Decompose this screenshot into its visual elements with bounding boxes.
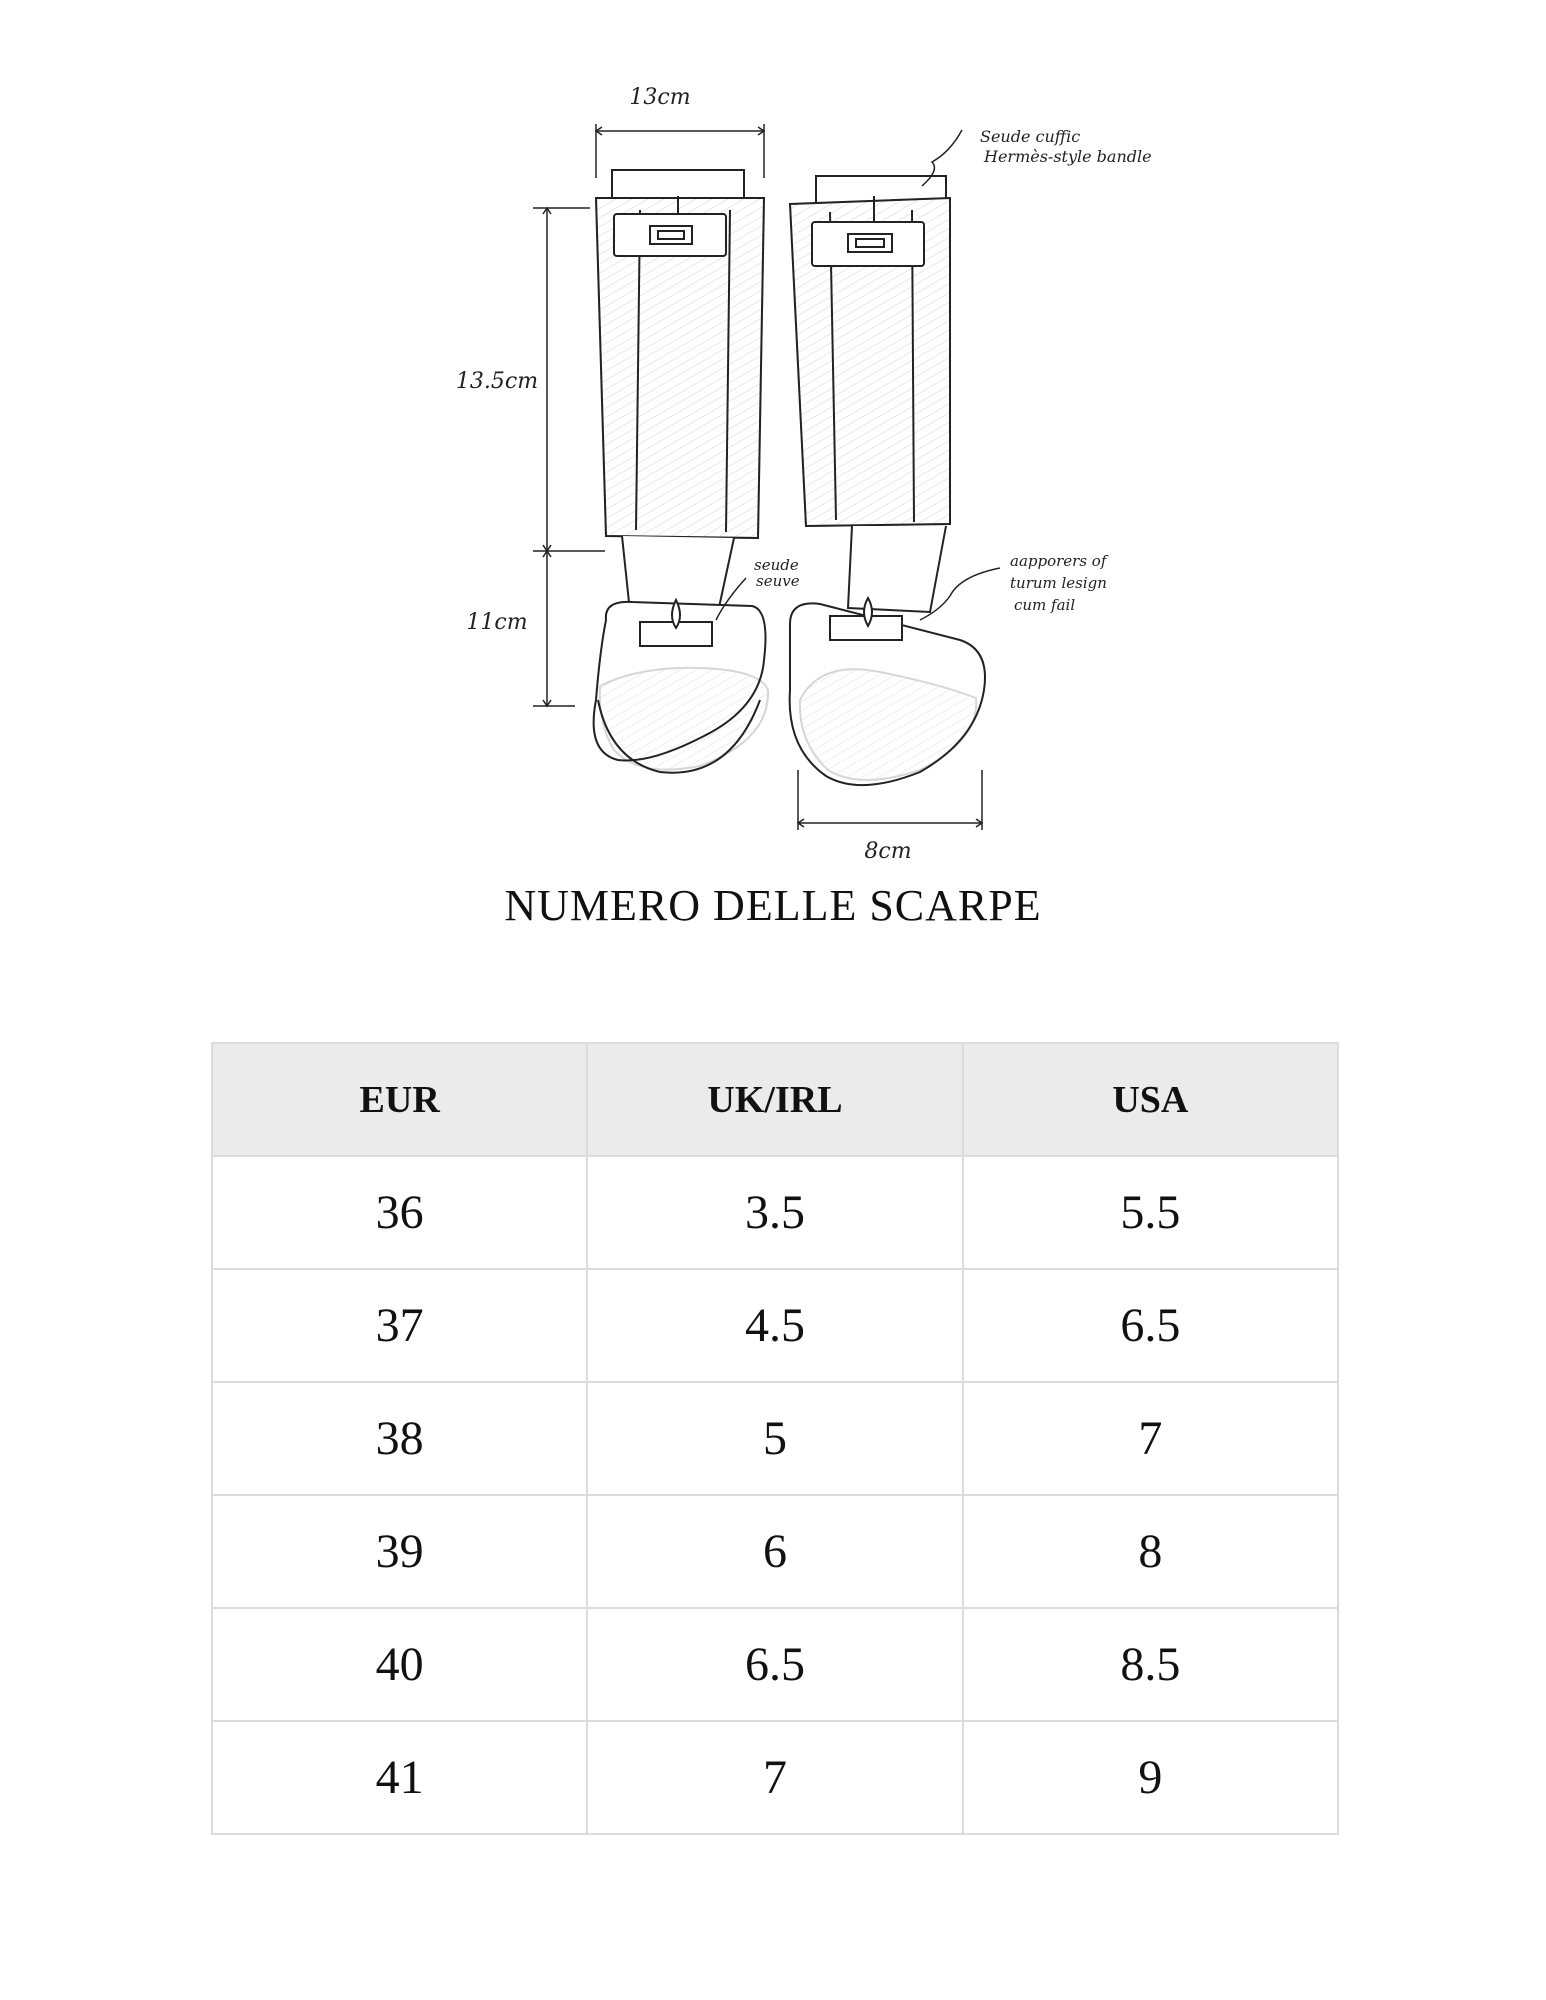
cell-uk-irl: 5 <box>587 1382 962 1495</box>
cuff-note-line1: Seude cuffic <box>980 127 1081 146</box>
sandal-boot-illustration <box>0 0 1546 880</box>
cell-uk-irl: 6 <box>587 1495 962 1608</box>
detail-note-line3: cum fail <box>1014 596 1076 614</box>
cell-eur: 38 <box>212 1382 587 1495</box>
cell-uk-irl: 7 <box>587 1721 962 1834</box>
cell-uk-irl: 4.5 <box>587 1269 962 1382</box>
cell-eur: 40 <box>212 1608 587 1721</box>
shaft-height-label: 13.5cm <box>455 369 539 394</box>
size-conversion-table <box>211 1042 1339 1835</box>
cell-usa: 9 <box>963 1721 1338 1834</box>
header-usa: USA <box>963 1043 1338 1156</box>
detail-note-line2: turum lesign <box>1010 574 1107 592</box>
table-header-row <box>212 1043 1338 1156</box>
strap-note-line1: seude <box>754 556 799 574</box>
cell-usa: 8.5 <box>963 1608 1338 1721</box>
sole-width-label: 8cm <box>864 839 912 864</box>
cell-usa: 6.5 <box>963 1269 1338 1382</box>
detail-note-line1: aapporers of <box>1010 552 1107 570</box>
right-boot <box>790 176 985 785</box>
table-row <box>212 1156 1338 1269</box>
cell-eur: 39 <box>212 1495 587 1608</box>
table-row <box>212 1269 1338 1382</box>
dimension-height <box>533 208 605 706</box>
cell-eur: 36 <box>212 1156 587 1269</box>
shoe-sketch <box>0 0 1546 880</box>
table-row <box>212 1382 1338 1495</box>
cell-usa: 7 <box>963 1382 1338 1495</box>
table-row <box>212 1721 1338 1834</box>
header-uk-irl: UK/IRL <box>587 1043 962 1156</box>
heel-height-label: 11cm <box>466 610 528 635</box>
cell-eur: 41 <box>212 1721 587 1834</box>
cell-uk-irl: 6.5 <box>587 1608 962 1721</box>
page-title: NUMERO DELLE SCARPE <box>504 881 1042 930</box>
left-boot <box>594 170 768 773</box>
table-row <box>212 1495 1338 1608</box>
strap-note-line2: seuve <box>756 572 800 590</box>
cell-uk-irl: 3.5 <box>587 1156 962 1269</box>
cuff-note-line2: Hermès-style bandle <box>984 147 1152 166</box>
cell-eur: 37 <box>212 1269 587 1382</box>
table-row <box>212 1608 1338 1721</box>
cell-usa: 8 <box>963 1495 1338 1608</box>
cell-usa: 5.5 <box>963 1156 1338 1269</box>
top-width-label: 13cm <box>629 85 691 110</box>
header-eur: EUR <box>212 1043 587 1156</box>
